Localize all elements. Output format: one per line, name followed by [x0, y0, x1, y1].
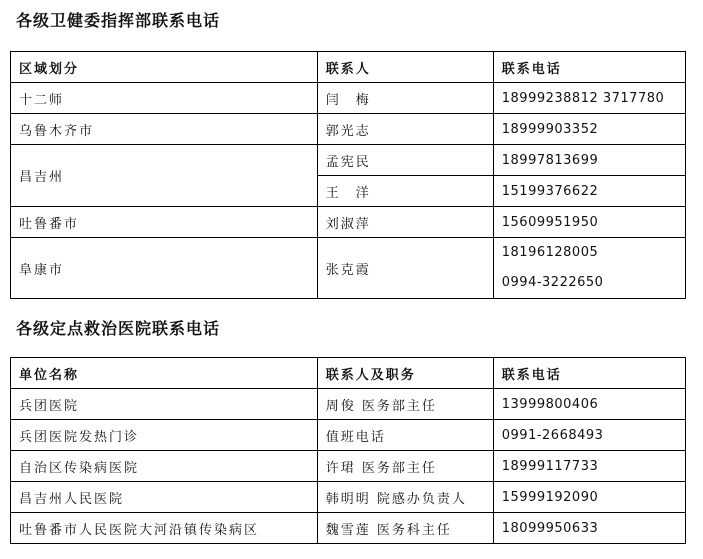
phone-cell: 0991-2668493 — [493, 420, 685, 451]
contact-cell: 许珺 医务部主任 — [317, 451, 493, 482]
command-contacts-table — [10, 51, 686, 299]
table-row — [11, 114, 686, 145]
table-row — [11, 238, 686, 299]
table-row — [11, 451, 686, 482]
section2-title: 各级定点救治医院联系电话 — [16, 319, 221, 338]
table-header-row — [11, 358, 686, 389]
contact-cell: 闫 梅 — [317, 83, 493, 114]
contact-cell: 周俊 医务部主任 — [317, 389, 493, 420]
phone-cell: 15609951950 — [493, 207, 685, 238]
table-header-row — [11, 52, 686, 83]
contact-cell: 韩明明 院感办负责人 — [317, 482, 493, 513]
table-row — [11, 420, 686, 451]
phone-line: 0994-3222650 — [501, 275, 604, 290]
table-row — [11, 83, 686, 114]
col-header-contact-title: 联系人及职务 — [317, 358, 493, 389]
table-row — [11, 513, 686, 544]
col-header-unit: 单位名称 — [11, 358, 318, 389]
unit-cell: 吐鲁番市人民医院大河沿镇传染病区 — [11, 513, 318, 544]
phone-line: 18196128005 — [501, 245, 599, 260]
contact-cell: 值班电话 — [317, 420, 493, 451]
contact-cell: 刘淑萍 — [317, 207, 493, 238]
phone-cell: 18099950633 — [493, 513, 685, 544]
hospital-contacts-table — [10, 357, 686, 544]
table-row — [11, 389, 686, 420]
phone-cell: 18999238812 3717780 — [493, 83, 685, 114]
unit-cell: 兵团医院发热门诊 — [11, 420, 318, 451]
table-row — [11, 482, 686, 513]
table-row — [11, 145, 686, 176]
contact-cell: 魏雪莲 医务科主任 — [317, 513, 493, 544]
phone-cell: 15999192090 — [493, 482, 685, 513]
col-header-region: 区域划分 — [11, 52, 318, 83]
contact-cell: 孟宪民 — [317, 145, 493, 176]
contact-cell: 郭光志 — [317, 114, 493, 145]
region-cell: 昌吉州 — [11, 145, 318, 207]
phone-cell: 18999903352 — [493, 114, 685, 145]
table-row — [11, 207, 686, 238]
region-cell: 十二师 — [11, 83, 318, 114]
unit-cell: 昌吉州人民医院 — [11, 482, 318, 513]
phone-cell: 13999800406 — [493, 389, 685, 420]
contact-cell: 王 洋 — [317, 176, 493, 207]
phone-cell: 18999117733 — [493, 451, 685, 482]
unit-cell: 自治区传染病医院 — [11, 451, 318, 482]
region-cell: 阜康市 — [11, 238, 318, 299]
col-header-phone: 联系电话 — [493, 52, 685, 83]
col-header-contact: 联系人 — [317, 52, 493, 83]
region-cell: 吐鲁番市 — [11, 207, 318, 238]
phone-cell: 15199376622 — [493, 176, 685, 207]
region-cell: 乌鲁木齐市 — [11, 114, 318, 145]
phone-cell: 18997813699 — [493, 145, 685, 176]
contact-cell: 张克霞 — [317, 238, 493, 299]
col-header-phone: 联系电话 — [493, 358, 685, 389]
unit-cell: 兵团医院 — [11, 389, 318, 420]
phone-cell — [493, 238, 685, 299]
section1-title: 各级卫健委指挥部联系电话 — [16, 11, 221, 30]
